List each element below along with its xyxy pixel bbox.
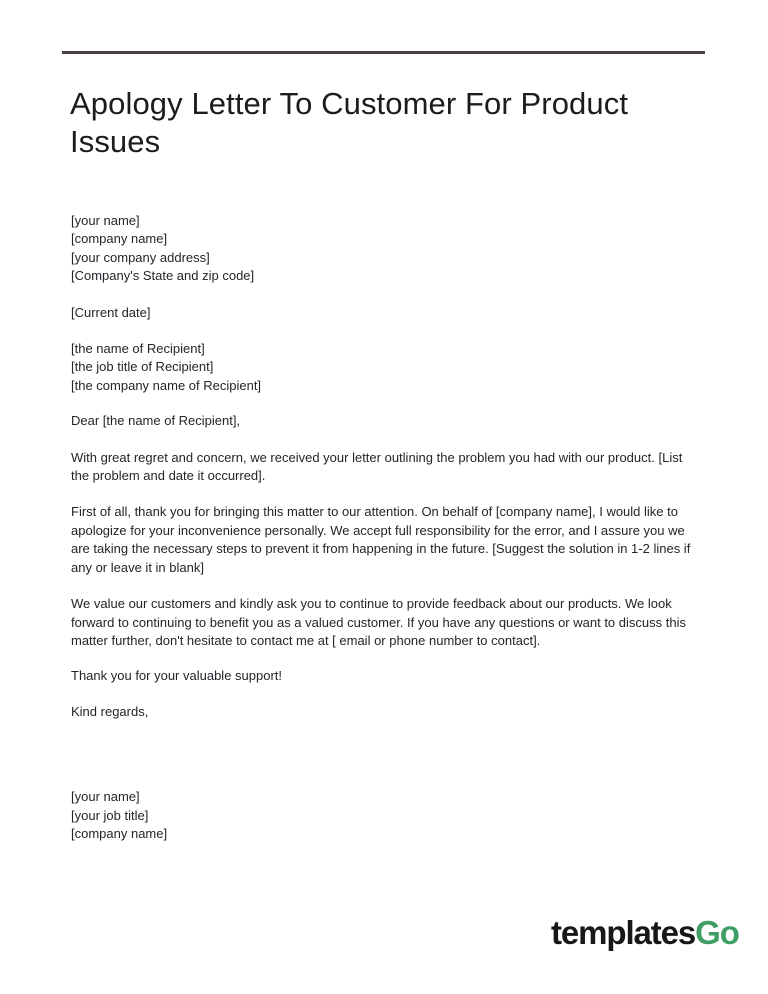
spacer (71, 650, 693, 667)
closing-line: Kind regards, (71, 703, 149, 719)
date-block (71, 304, 693, 322)
sender-line: [company name] (71, 231, 168, 247)
signature-line: [company name] (71, 825, 168, 841)
sender-line: [Company's State and zip code] (71, 268, 255, 284)
recipient-address-block (71, 340, 693, 395)
thanks-line: Thank you for your valuable support! (71, 668, 283, 684)
recipient-line: [the company name of Recipient] (71, 377, 262, 393)
sender-line: [your company address] (71, 249, 210, 265)
signature-space (71, 721, 693, 788)
sender-line: [your name] (71, 213, 140, 228)
header-divider-rule (62, 51, 705, 54)
salutation: Dear [the name of Recipient], (71, 413, 241, 429)
spacer (71, 485, 693, 503)
sender-address-block (71, 212, 693, 286)
spacer (71, 431, 693, 449)
signature-block (71, 788, 693, 843)
body-paragraph-1: With great regret and concern, we received your letter outlining the problem you had with our product. [List the problem and date it occurred]. (71, 449, 683, 484)
body-paragraph-3: We value our customers and kindly ask you to continue to provide feedback about our products. We look forward to continuing to benefit you as a valued customer. If you have any questions or want to discuss this matter further, don't hesitate to contact me at [ email or phone number to contact]. (71, 596, 686, 648)
spacer (71, 686, 693, 703)
signature-line: [your name] (71, 789, 140, 805)
date-line: [Current date] (71, 304, 151, 320)
letter-body (71, 212, 693, 843)
recipient-line: [the job title of Recipient] (71, 359, 214, 375)
signature-line: [your job title] (71, 807, 149, 823)
body-paragraph-2: First of all, thank you for bringing this matter to our attention. On behalf of [company name], I would like to apologize for your inconvenience personally. We accept full responsibility for the error, and I assure you we are taking the necessary steps to prevent it from happening in the future. [Suggest the solution in 1-2 lines if any or leave it in blank] (71, 504, 691, 575)
logo-accent-text: Go (695, 914, 739, 951)
page-title: Apology Letter To Customer For Product Issues (70, 86, 629, 159)
spacer (71, 322, 693, 340)
spacer (71, 286, 693, 304)
recipient-line: [the name of Recipient] (71, 341, 205, 357)
spacer (71, 577, 693, 595)
logo-primary-text: templates (551, 914, 696, 951)
templatesgo-logo (551, 916, 739, 949)
spacer (71, 395, 693, 412)
